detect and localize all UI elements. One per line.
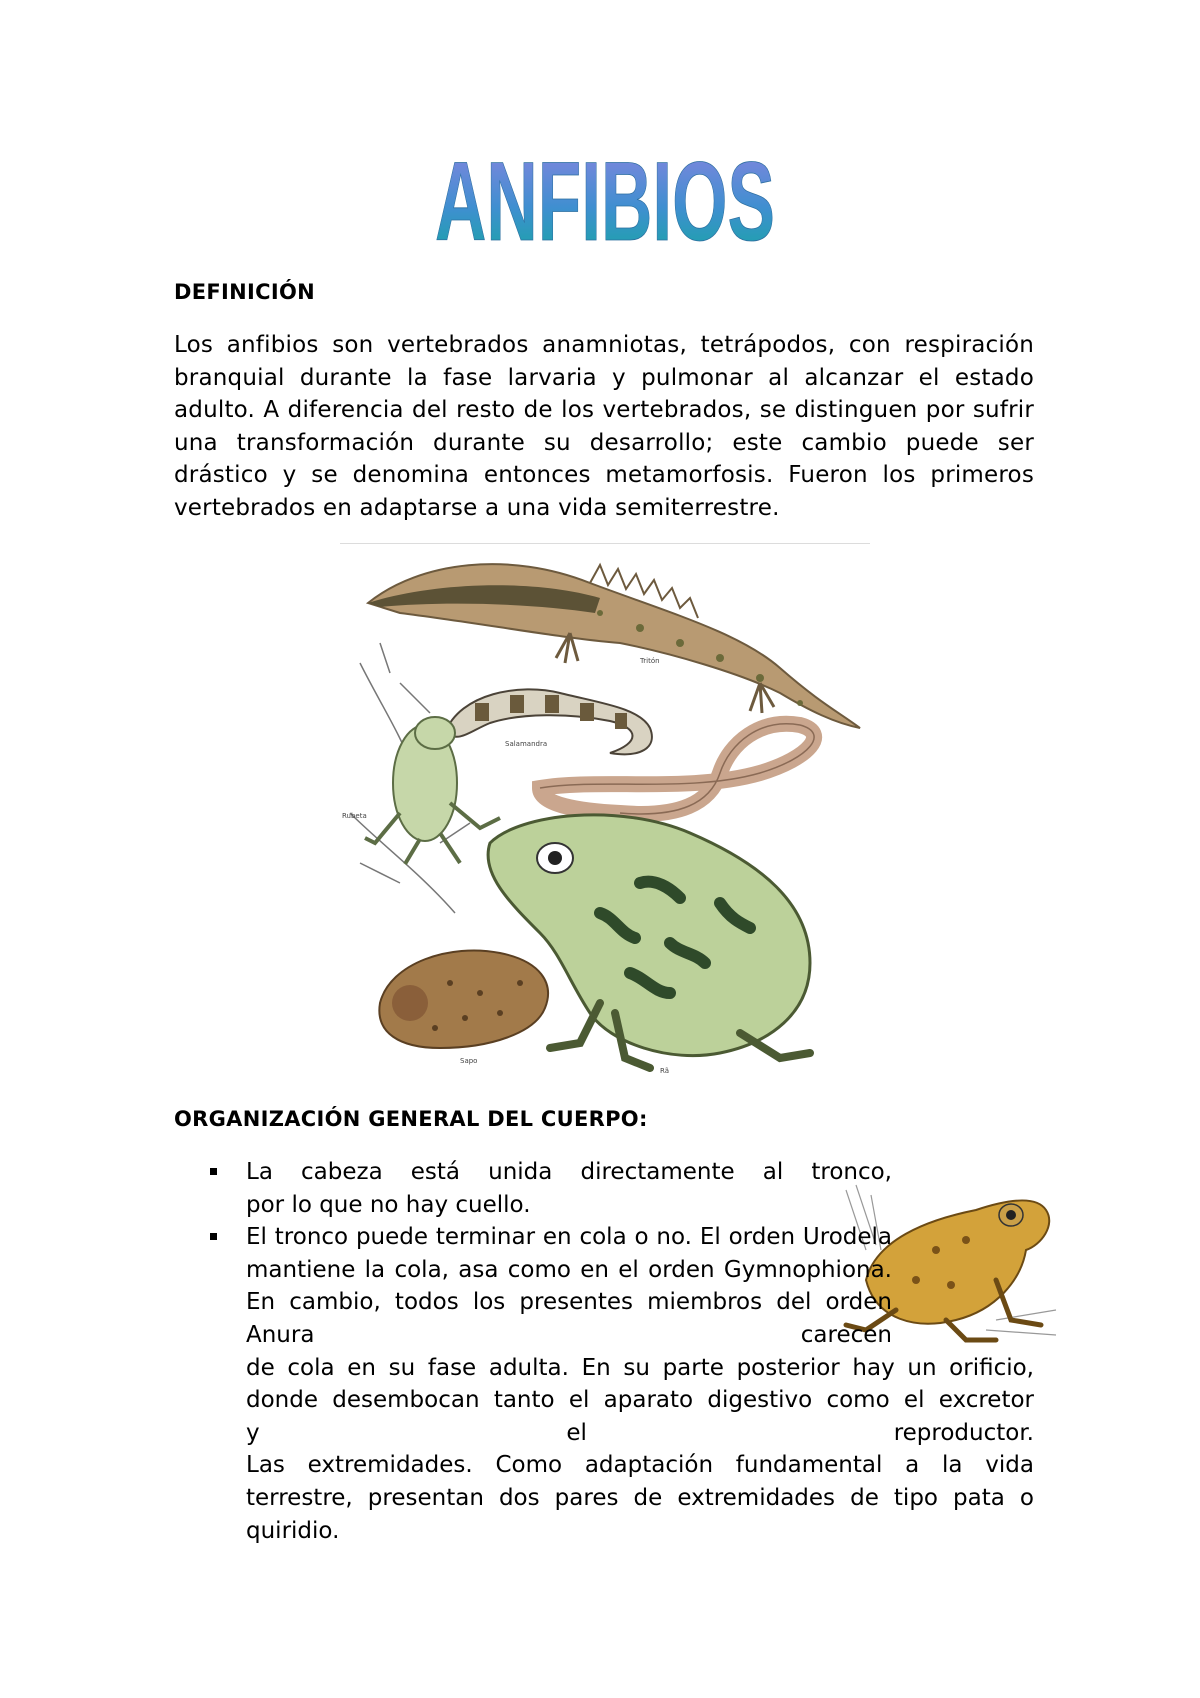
list-item: [174, 1221, 1034, 1547]
bullet1-line2: por lo que no hay cuello.: [246, 1191, 531, 1218]
title-wordart: [430, 139, 780, 264]
bullet2-text-last: y el reproductor.: [246, 1419, 1034, 1446]
bullet2-text-wide: de cola en su fase adulta. En su parte posterior hay un orificio, donde desembocan tanto el aparato digestivo como el excretor: [246, 1354, 1034, 1414]
bullet2-text-narrow: El tronco puede terminar en cola o no. El orden Urodela mantiene la cola, asa como en el orden Gymnophiona. En cambio, todos los presentes miembros del orden Anura carecen: [246, 1224, 892, 1348]
frog-label: Rã: [660, 1067, 669, 1075]
extremities-text: Las extremidades. Como adaptación fundamental a la vida terrestre, presentan dos pares de extremidades de tipo pata o quiridio.: [246, 1452, 1034, 1544]
bullet-square-icon: [210, 1168, 217, 1175]
green-frog-drawing: [488, 815, 810, 1075]
salamander-drawing: [445, 689, 652, 754]
organization-heading: ORGANIZACIÓN GENERAL DEL CUERPO:: [174, 1107, 648, 1131]
amphibians-illustration: [340, 543, 870, 1083]
toad-label: Sapo: [460, 1057, 478, 1065]
newt-label: Tritón: [640, 657, 660, 665]
document-title: ANFIBIOS: [435, 139, 775, 264]
organization-list: [174, 1156, 1034, 1547]
definition-heading: DEFINICIÓN: [174, 280, 315, 304]
treefrog-drawing: [342, 643, 500, 913]
toad-drawing: [379, 950, 548, 1065]
bullet-square-icon: [210, 1233, 217, 1240]
bullet1-line1: La cabeza está unida directamente al tronco,: [246, 1159, 892, 1185]
list-item: [174, 1156, 1034, 1221]
definition-paragraph: Los anfibios son vertebrados anamniotas, tetrápodos, con respiración branquial durante la fase larvaria y pulmonar al alcanzar el estado adulto. A diferencia del resto de los vertebrados, se distinguen por sufrir una transformación durante su desarrollo; este cambio puede ser drástico y se denomina entonces metamorfosis. Fueron los primeros vertebrados en adaptarse a una vida semiterrestre.: [174, 332, 1034, 521]
treefrog-label: Rubeta: [342, 812, 367, 820]
salamander-label: Salamandra: [505, 740, 548, 748]
newt-drawing: [368, 564, 860, 728]
